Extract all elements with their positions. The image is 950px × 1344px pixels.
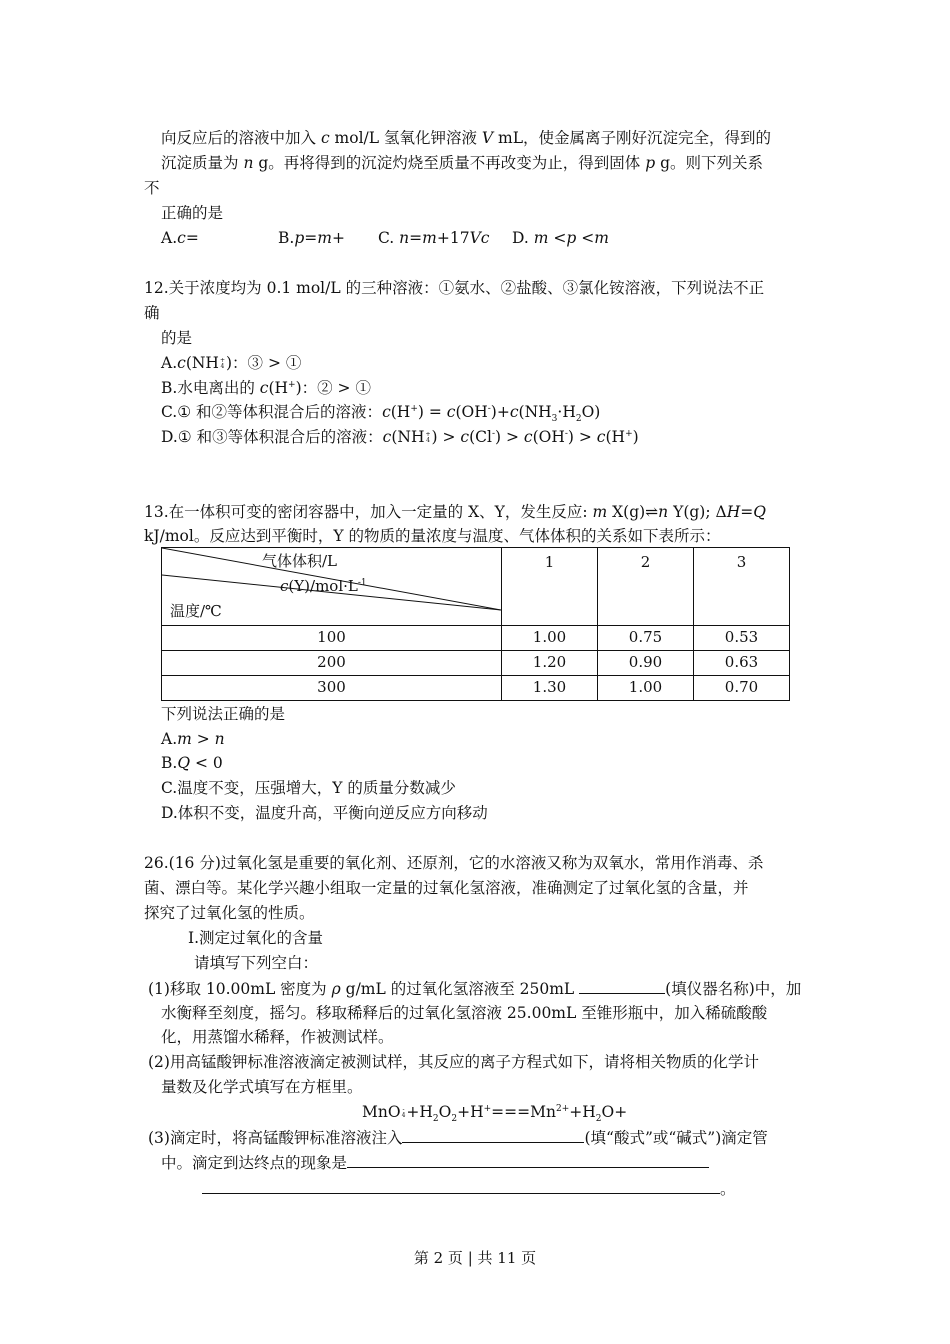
q26-part3-line-1: (3)滴定时，将高锰酸钾标准溶液注入 (填“酸式”或“碱式”)滴定管 — [148, 1129, 768, 1147]
q12-line-3: 的是 — [161, 329, 193, 347]
temperature-cell: 200 — [162, 651, 502, 676]
q11-line-2: 沉淀质量为 n g。再将得到的沉淀灼烧至质量不再改变为止，得到固体 p g。则下列关系 — [161, 154, 763, 172]
q11-line-4: 正确的是 — [161, 204, 224, 222]
q13-option-c: C.温度不变，压强增大，Y 的质量分数减少 — [161, 779, 456, 797]
closing-period: 。 — [720, 1180, 736, 1198]
q26-part1-line-1: (1)移取 10.00mL 密度为 ρ g/mL 的过氧化氢溶液至 250mL (填仪器名称)中，加 — [148, 980, 802, 998]
table-cell: 0.63 — [694, 651, 790, 676]
table-cell: 1.00 — [598, 676, 694, 701]
table-cell: 0.53 — [694, 626, 790, 651]
q11-option-c: C. n=m+17Vc — [378, 229, 490, 247]
q26-section-heading: Ⅰ.测定过氧化的含量 — [188, 929, 324, 947]
q12-option-a: A.c(NH+ 4 )：③ > ① — [161, 354, 302, 372]
q12-option-b: B.水电离出的 c(H+)：② > ① — [161, 379, 371, 397]
table-cell: 0.75 — [598, 626, 694, 651]
q11-option-d: D. m <p <m — [512, 229, 609, 247]
q12-line-2: 确 — [144, 304, 160, 322]
q11-line-3: 不 — [144, 179, 160, 197]
q11-line-1: 向反应后的溶液中加入 c mol/L 氢氧化钾溶液 V mL，使金属离子刚好沉淀完全，得到的 — [161, 129, 772, 147]
instrument-answer-blank[interactable] — [579, 978, 665, 994]
table-corner-cell — [162, 548, 502, 626]
q26-part3-line-2: 中。滴定到达终点的现象是 — [161, 1152, 709, 1173]
ionic-equation: MnO - $4+H_2O_2+H^+===Mn^{2+}+H_2O+$ — [362, 1103, 628, 1125]
q11-option-a: A.c= — [161, 229, 199, 247]
page-footer: 第 2 页 | 共 11 页 — [413, 1249, 537, 1267]
q26-line-1: 26.(16 分)过氧化氢是重要的氧化剂、还原剂，它的水溶液又称为双氧水，常用作消毒、杀 — [144, 854, 764, 872]
column-header: 1 — [502, 548, 598, 626]
table-cell: 1.20 — [502, 651, 598, 676]
table-row — [162, 651, 790, 676]
q13-option-d: D.体积不变，温度升高，平衡向逆反应方向移动 — [161, 804, 488, 822]
endpoint-answer-blank-1[interactable] — [347, 1152, 709, 1168]
q11-option-b: B.p=m+ — [278, 229, 345, 247]
temperature-cell: 300 — [162, 676, 502, 701]
q12-option-c: C.① 和②等体积混合后的溶液：$c(H^+) = c(OH^-)+c(NH_3\cdot H_2O)$ — [161, 403, 601, 425]
q13-line-2: kJ/mol。反应达到平衡时，Y 的物质的量浓度与温度、气体体积的关系如下表所示： — [144, 527, 721, 545]
corner-label-volume: 气体体积/L — [262, 552, 338, 570]
q13-option-b: B.Q < 0 — [161, 754, 223, 772]
table-row — [162, 626, 790, 651]
q13-line-1: 13.在一体积可变的密闭容器中，加入一定量的 X、Y，发生反应: m X(g)⇌n Y(g); ΔH=Q — [144, 503, 766, 521]
q26-part1-line-3: 化，用蒸馏水稀释，作被测试样。 — [161, 1028, 394, 1046]
column-header: 3 — [694, 548, 790, 626]
table-cell: 0.90 — [598, 651, 694, 676]
corner-label-concentration: $c(Y)/mol\cdot L^{-1}$ — [280, 577, 367, 595]
q26-line-2: 菌、漂白等。某化学兴趣小组取一定量的过氧化氢溶液，准确测定了过氧化氢的含量，并 — [144, 879, 749, 897]
corner-label-temperature: 温度/℃ — [170, 602, 222, 620]
column-header: 2 — [598, 548, 694, 626]
q26-part3-line-3 — [202, 1178, 736, 1199]
equilibrium-table — [161, 547, 790, 701]
table-header-row — [162, 548, 790, 626]
q12-option-d: D.① 和③等体积混合后的溶液：c(NH+ 4 ) > c(Cl-) > c(OH-) > c(H+) — [161, 428, 639, 446]
table-cell: 1.00 — [502, 626, 598, 651]
q26-line-3: 探究了过氧化氢的性质。 — [144, 904, 315, 922]
q26-part2-line-2: 量数及化学式填写在方框里。 — [161, 1078, 363, 1096]
q12-line-1: 12.关于浓度均为 0.1 mol/L 的三种溶液：①氨水、②盐酸、③氯化铵溶液，下列说法不正 — [144, 279, 765, 297]
temperature-cell: 100 — [162, 626, 502, 651]
table-cell: 0.70 — [694, 676, 790, 701]
q26-instruction: 请填写下列空白： — [194, 954, 319, 972]
table-row — [162, 676, 790, 701]
q13-prompt: 下列说法正确的是 — [161, 705, 286, 723]
q26-part1-line-2: 水衡释至刻度，摇匀。移取稀释后的过氧化氢溶液 25.00mL 至锥形瓶中，加入稀硫酸酸 — [161, 1004, 768, 1022]
q26-part2-line-1: (2)用高锰酸钾标准溶液滴定被测试样，其反应的离子方程式如下，请将相关物质的化学计 — [148, 1053, 759, 1071]
endpoint-answer-blank-2[interactable] — [202, 1178, 720, 1194]
burette-answer-blank[interactable] — [402, 1127, 584, 1143]
table-cell: 1.30 — [502, 676, 598, 701]
q13-option-a: A.m > n — [161, 730, 225, 748]
